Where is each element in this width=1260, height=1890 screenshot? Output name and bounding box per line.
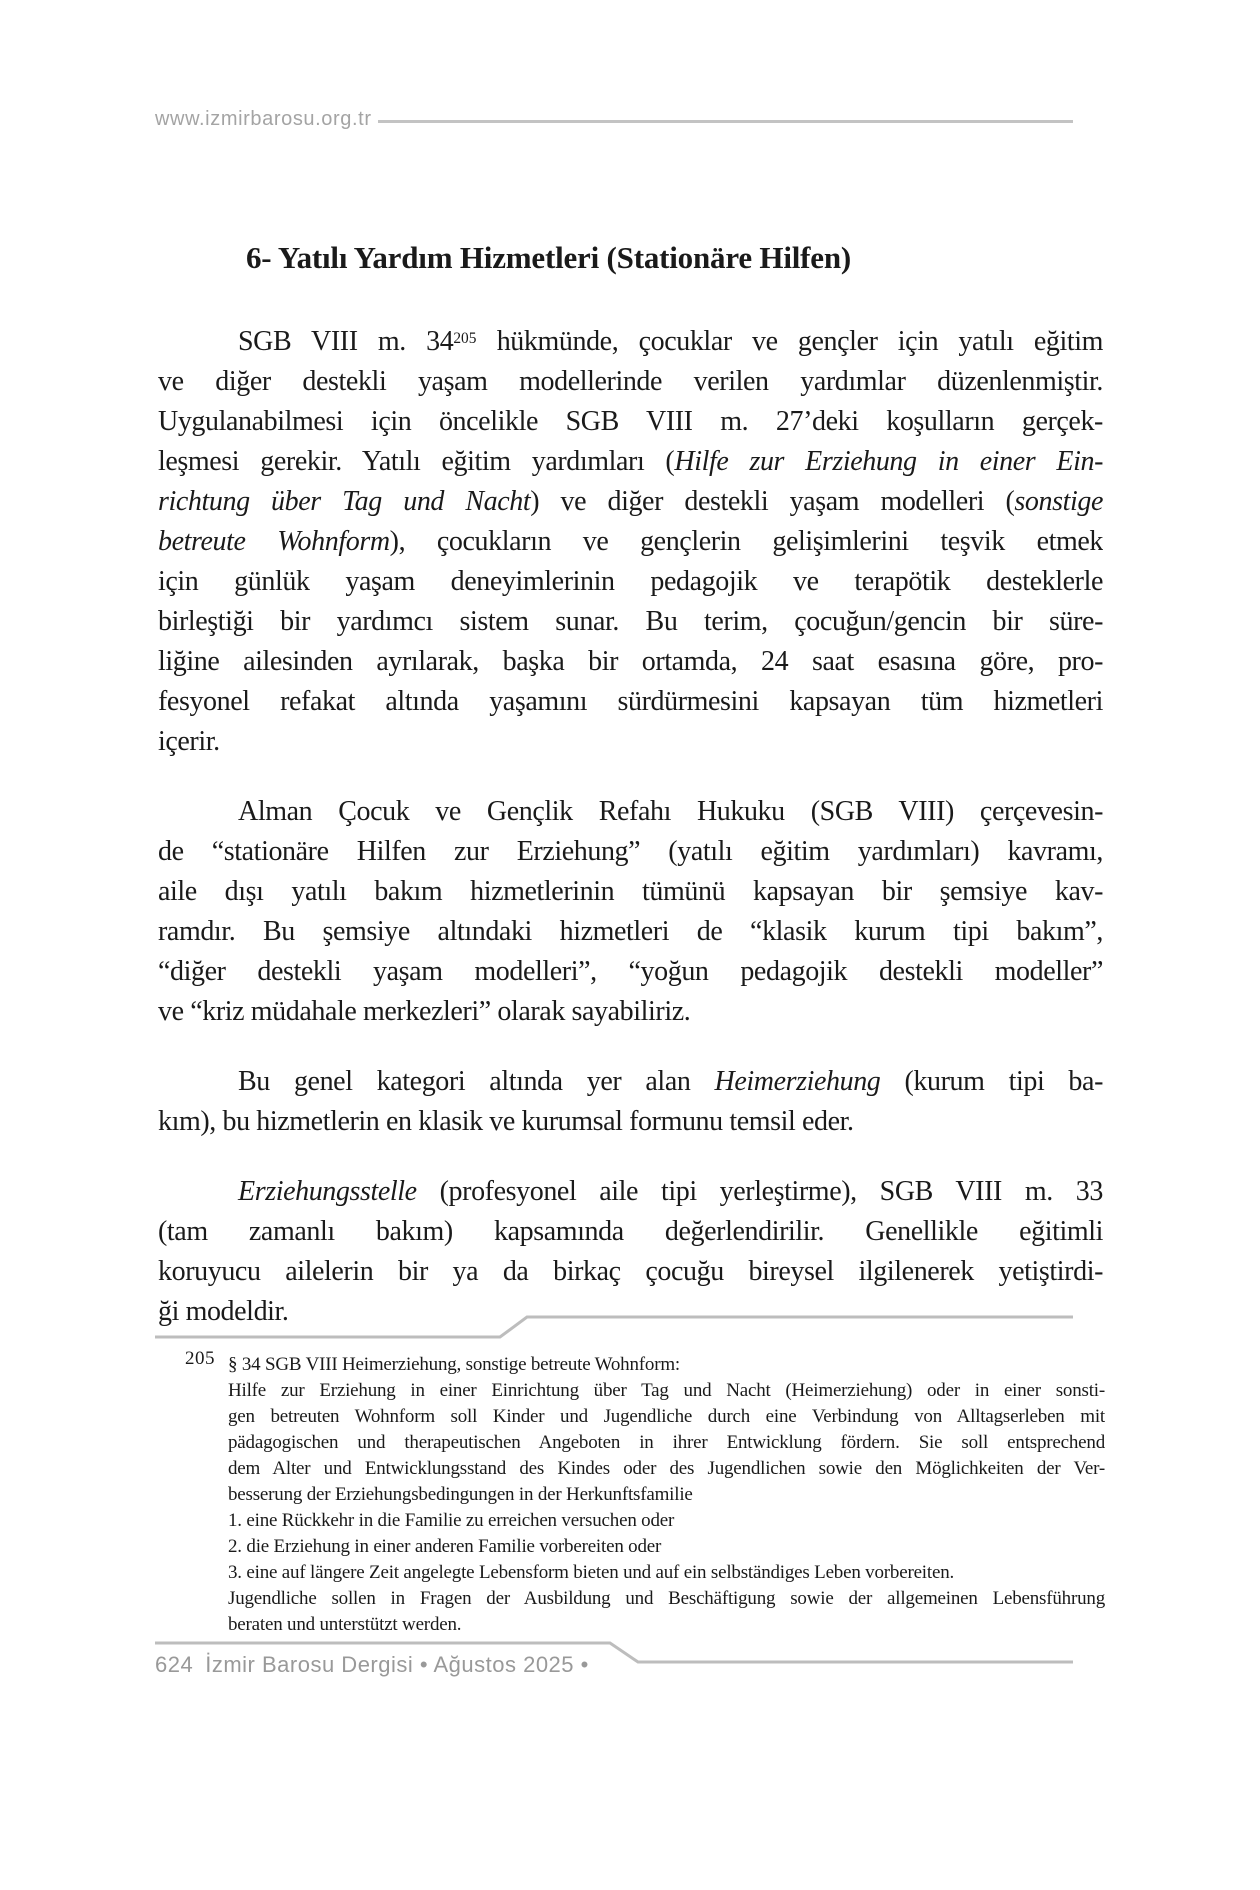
text-line — [228, 1404, 1105, 1430]
text-line — [158, 992, 1103, 1032]
page-header — [155, 108, 1073, 131]
text-run: Uygulanabilmesi için öncelikle SGB VIII m. 27’deki koşulların gerçek- — [158, 406, 1103, 437]
text-line — [158, 952, 1103, 992]
text-run: 2. die Erziehung in einer anderen Familie vorbereiten oder — [228, 1536, 662, 1557]
text-run: ramdır. Bu şemsiye altındaki hizmetleri de “klasik kurum tipi bakım”, — [158, 916, 1103, 947]
text-run: Heimerziehung — [714, 1066, 881, 1097]
text-run: Hilfe zur Erziehung in einer Ein- — [674, 446, 1103, 477]
text-run: dem Alter und Entwicklungsstand des Kindes oder des Jugendlichen sowie den Möglichkeiten der Ver- — [228, 1458, 1105, 1479]
text-run: beraten und unterstützt werden. — [228, 1614, 462, 1635]
text-run: leşmesi gerekir. Yatılı eğitim yardımları ( — [158, 446, 675, 477]
text-run: SGB VIII m. 34 — [238, 326, 454, 357]
text-run: pädagogischen und therapeutischen Angeboten in ihrer Entwicklung fördern. Sie soll entsprechend — [228, 1432, 1105, 1453]
text-line — [228, 1378, 1105, 1404]
text-line — [228, 1456, 1105, 1482]
text-line — [228, 1586, 1105, 1612]
text-run: § 34 SGB VIII Heimerziehung, sonstige betreute Wohnform: — [228, 1354, 680, 1375]
paragraph-3 — [158, 1062, 1103, 1142]
text-run: ği modeldir. — [158, 1296, 289, 1327]
text-run: aile dışı yatılı bakım hizmetlerinin tümünü kapsayan bir şemsiye kav- — [158, 876, 1103, 907]
text-line — [228, 1508, 1105, 1534]
text-line — [158, 562, 1103, 602]
text-run: ) ve diğer destekli yaşam modelleri ( — [530, 486, 1015, 517]
text-run: birleştiği bir yardımcı sistem sunar. Bu terim, çocuğun/gencin bir süre- — [158, 606, 1103, 637]
text-run: 1. eine Rückkehr in die Familie zu erreichen versuchen oder — [228, 1510, 675, 1531]
text-run: richtung über Tag und Nacht — [158, 486, 531, 517]
text-line — [158, 362, 1103, 402]
text-run: (kurum tipi ba- — [880, 1066, 1103, 1097]
text-run: Hilfe zur Erziehung in einer Einrichtung über Tag und Nacht (Heimerziehung) oder in einer sonsti- — [228, 1380, 1105, 1401]
website-url: www.izmirbarosu.org.tr — [155, 108, 372, 130]
text-run: Erziehungsstelle — [238, 1176, 417, 1207]
text-line — [158, 872, 1103, 912]
text-run: hükmünde, çocuklar ve gençler için yatılı eğitim — [476, 326, 1103, 357]
text-line — [158, 642, 1103, 682]
text-run: betreute Wohnform — [158, 526, 390, 557]
text-line — [158, 402, 1103, 442]
text-run: için günlük yaşam deneyimlerinin pedagojik ve terapötik desteklerle — [158, 566, 1103, 597]
text-run: (tam zamanlı bakım) kapsamında değerlendirilir. Genellikle eğitimli — [158, 1216, 1103, 1247]
text-line — [158, 522, 1103, 562]
paragraph-4 — [158, 1172, 1103, 1332]
footnote-text — [228, 1352, 1105, 1638]
footnote-number: 205 — [185, 1348, 215, 1369]
text-run: de “stationäre Hilfen zur Erziehung” (yatılı eğitim yardımları) kavramı, — [158, 836, 1103, 867]
text-line — [228, 1560, 1105, 1586]
text-line — [158, 322, 1103, 362]
text-line — [158, 482, 1103, 522]
text-line — [228, 1430, 1105, 1456]
text-line — [228, 1352, 1105, 1378]
text-line — [228, 1482, 1105, 1508]
text-line — [158, 912, 1103, 952]
superscript-ref: 205 — [453, 330, 477, 348]
text-run: kım), bu hizmetlerin en klasik ve kurumsal formunu temsil eder. — [158, 1106, 854, 1137]
text-run: içerir. — [158, 726, 220, 757]
text-run: 3. eine auf längere Zeit angelegte Lebensform bieten und auf ein selbständiges Leben vorbereiten. — [228, 1562, 955, 1583]
header-divider-line — [378, 120, 1073, 123]
text-line — [158, 1212, 1103, 1252]
text-run: Bu genel kategori altında yer alan — [238, 1066, 715, 1097]
text-line — [158, 1102, 1103, 1142]
text-line — [228, 1612, 1105, 1638]
text-run: liğine ailesinden ayrılarak, başka bir ortamda, 24 saat esasına göre, pro- — [158, 646, 1103, 677]
text-run: sonstige — [1014, 486, 1103, 517]
text-run: fesyonel refakat altında yaşamını sürdürmesini kapsayan tüm hizmetleri — [158, 686, 1103, 717]
section-title: 6- Yatılı Yardım Hizmetleri (Stationäre Hilfen) — [246, 240, 852, 275]
text-run: gen betreuten Wohnform soll Kinder und Jugendliche durch eine Verbindung von Alltagserleben mit — [228, 1406, 1105, 1427]
text-run: (profesyonel aile tipi yerleştirme), SGB VIII m. 33 — [416, 1176, 1103, 1207]
page-number: 624 — [155, 1652, 194, 1677]
text-line — [158, 1172, 1103, 1212]
text-run: ve diğer destekli yaşam modellerinde verilen yardımlar düzenlenmiştir. — [158, 366, 1103, 397]
page-content — [158, 240, 1103, 1332]
footnote — [155, 1348, 1105, 1638]
text-line — [158, 682, 1103, 722]
text-line — [158, 792, 1103, 832]
text-line — [158, 442, 1103, 482]
page-footer — [155, 1652, 589, 1678]
text-line — [158, 602, 1103, 642]
text-run: Alman Çocuk ve Gençlik Refahı Hukuku (SGB VIII) çerçevesin- — [238, 796, 1103, 827]
text-run: “diğer destekli yaşam modelleri”, “yoğun pedagojik destekli modeller” — [158, 956, 1103, 987]
text-run: ), çocukların ve gençlerin gelişimlerini teşvik etmek — [389, 526, 1103, 557]
text-line — [158, 722, 1103, 762]
text-run: besserung der Erziehungsbedingungen in der Herkunftsfamilie — [228, 1484, 693, 1505]
text-line — [228, 1534, 1105, 1560]
text-run: ve “kriz müdahale merkezleri” olarak sayabiliriz. — [158, 996, 691, 1027]
text-line — [158, 832, 1103, 872]
paragraph-1 — [158, 322, 1103, 762]
paragraph-2 — [158, 792, 1103, 1032]
text-line — [158, 1062, 1103, 1102]
text-run: koruyucu ailelerin bir ya da birkaç çocuğu bireysel ilgilenerek yetiştirdi- — [158, 1256, 1103, 1287]
text-line — [158, 1252, 1103, 1292]
journal-info: İzmir Barosu Dergisi • Ağustos 2025 • — [205, 1652, 589, 1677]
footnote-divider-line — [155, 1314, 1073, 1340]
text-run: Jugendliche sollen in Fragen der Ausbildung und Beschäftigung sowie der allgemeinen Lebensführung — [228, 1588, 1105, 1609]
